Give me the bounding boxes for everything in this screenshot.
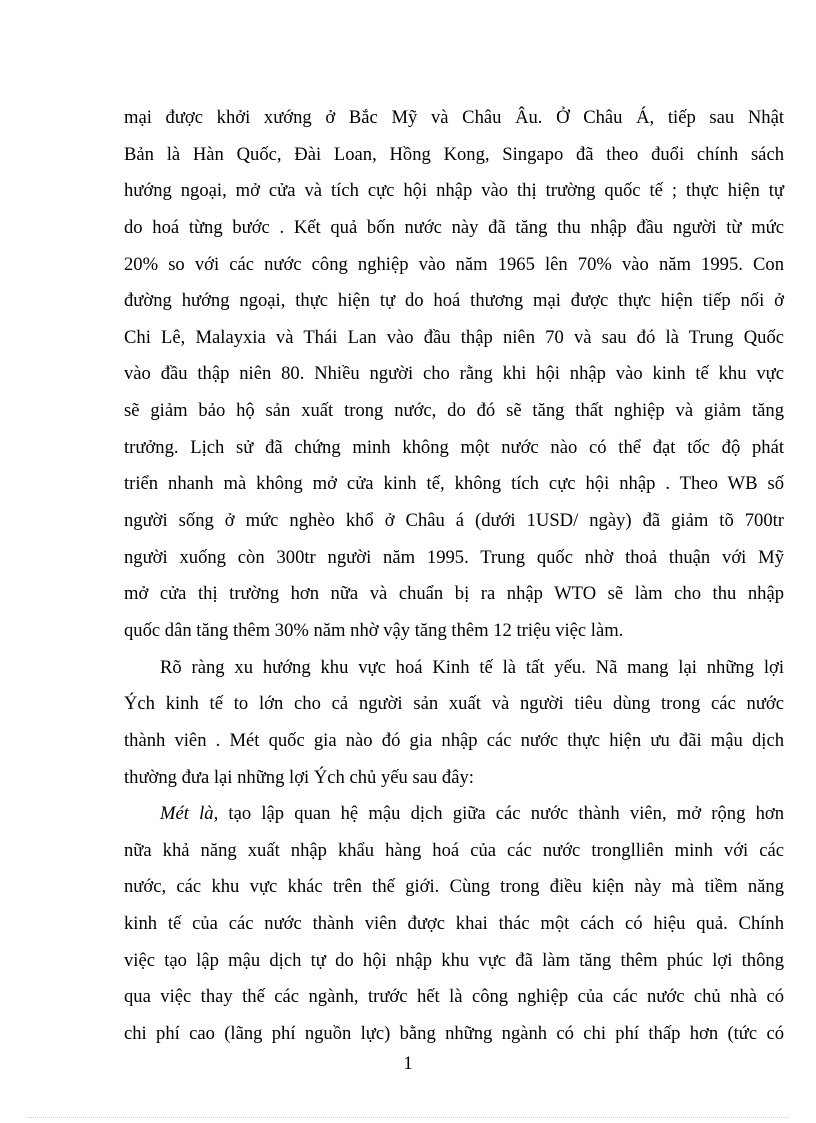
text-line [124, 796, 784, 833]
paragraph-2 [124, 650, 784, 797]
text-line: 20% so với các nước công nghiệp vào năm 1965 lên 70% vào năm 1995. Con [124, 253, 784, 275]
body-text [124, 100, 784, 1053]
paragraph-3 [124, 796, 784, 1052]
text-line: Ých kinh tế to lớn cho cả người sản xuất và người tiêu dùng trong các nước [124, 693, 784, 715]
text-line: vào đầu thập niên 80. Nhiều người cho rằng khi hội nhập vào kinh tế khu vực [124, 363, 784, 385]
text-line: Chi Lê, Malayxia và Thái Lan vào đầu thập niên 70 và sau đó là Trung Quốc [124, 326, 784, 348]
text-line: qua việc thay thế các ngành, trước hết là công nghiệp của các nước chủ nhà có [124, 986, 784, 1008]
text-line: trưởng. Lịch sử đã chứng minh không một nước nào có thể đạt tốc độ phát [124, 436, 784, 458]
text-line: Rõ ràng xu hướng khu vực hoá Kinh tế là tất yếu. Nã mang lại những lợi [160, 656, 784, 678]
page-bottom-border [28, 1117, 788, 1118]
text-line: mở cửa thị trường hơn nữa và chuẩn bị ra nhập WTO sẽ làm cho thu nhập [124, 583, 784, 605]
text-line: nữa khả năng xuất nhập khẩu hàng hoá của các nước tronglliên minh với các [124, 839, 784, 861]
text-line: hướng ngoại, mở cửa và tích cực hội nhập vào thị trường quốc tế ; thực hiện tự [124, 180, 784, 202]
text-line: chi phí cao (lãng phí nguồn lực) bằng những ngành có chi phí thấp hơn (tức có [124, 1023, 784, 1045]
text-line: nước, các khu vực khác trên thế giới. Cùng trong điều kiện này mà tiềm năng [124, 876, 784, 898]
text-line: kinh tế của các nước thành viên được khai thác một cách có hiệu quả. Chính [124, 913, 784, 935]
paragraph-1 [124, 100, 784, 650]
text-line: người xuống còn 300tr người năm 1995. Trung quốc nhờ thoả thuận với Mỹ [124, 546, 784, 568]
text-line: việc tạo lập mậu dịch tự do hội nhập khu vực đã làm tăng thêm phúc lợi thông [124, 949, 784, 971]
text-line: mại được khởi xướng ở Bắc Mỹ và Châu Âu. Ở Châu Á, tiếp sau Nhật [124, 107, 784, 128]
text-line: người sống ở mức nghèo khổ ở Châu á (dưới 1USD/ ngày) đã giảm tõ 700tr [124, 510, 784, 532]
text-line: Bản là Hàn Quốc, Đài Loan, Hồng Kong, Singapo đã theo đuổi chính sách [124, 143, 784, 165]
text-line: triển nhanh mà không mở cửa kinh tế, không tích cực hội nhập . Theo WB số [124, 473, 784, 495]
text-line: thường đưa lại những lợi Ých chủ yếu sau đây: [124, 766, 474, 788]
text-line: do hoá từng bước . Kết quả bốn nước này đã tăng thu nhập đầu người từ mức [124, 216, 784, 238]
page-number: 1 [403, 1053, 413, 1074]
text-line: thành viên . Mét quốc gia nào đó gia nhập các nước thực hiện ưu đãi mậu dịch [124, 729, 784, 751]
text-line: sẽ giảm bảo hộ sản xuất trong nước, do đó sẽ tăng thất nghiệp và giảm tăng [124, 400, 784, 422]
text-line-rest: tạo lập quan hệ mậu dịch giữa các nước thành viên, mở rộng hơn [218, 803, 785, 825]
paragraph-lead-italic: Mét là, [160, 803, 219, 825]
text-line: đường hướng ngoại, thực hiện tự do hoá thương mại được thực hiện tiếp nối ở [124, 290, 784, 312]
text-line: quốc dân tăng thêm 30% năm nhờ vậy tăng thêm 12 triệu việc làm. [124, 619, 624, 641]
